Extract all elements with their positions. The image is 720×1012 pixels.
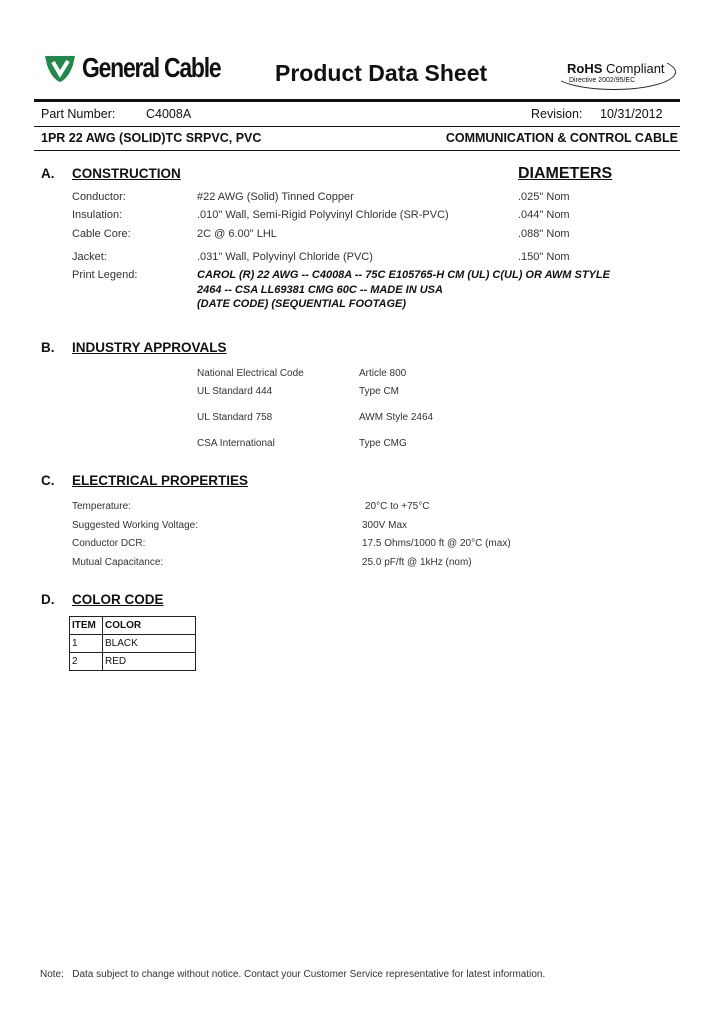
section-b-letter: B. [41, 340, 55, 355]
product-description: 1PR 22 AWG (SOLID)TC SRPVC, PVC [41, 131, 262, 145]
approval-value: Type CMG [359, 438, 407, 449]
page-title: Product Data Sheet [275, 60, 488, 86]
electrical-value: 17.5 Ohms/1000 ft @ 20°C (max) [362, 538, 511, 549]
product-category: COMMUNICATION & CONTROL CABLE [445, 131, 678, 145]
color-code-heading: COLOR CODE [72, 592, 164, 607]
electrical-value: 300V Max [362, 520, 408, 531]
row-label: Cable Core: [72, 228, 131, 240]
header-item: ITEM [70, 617, 103, 635]
electrical-label: Temperature: [72, 501, 131, 512]
electrical-label: Mutual Capacitance: [72, 557, 164, 568]
electrical-heading: ELECTRICAL PROPERTIES [72, 473, 249, 488]
brand-name: General Cable [82, 52, 221, 83]
print-legend-line: (DATE CODE) (SEQUENTIAL FOOTAGE) [197, 298, 406, 310]
revision-value: 10/31/2012 [600, 107, 663, 121]
item-cell: 1 [70, 635, 103, 653]
diameters-heading: DIAMETERS [518, 165, 613, 182]
row-diameter: .088" Nom [518, 228, 570, 240]
table-row [70, 635, 196, 653]
row-value: 2C @ 6.00" LHL [197, 228, 277, 240]
rohs-bold: RoHS [567, 61, 603, 76]
general-cable-logo [44, 52, 251, 84]
color-code-table [69, 616, 196, 671]
row-diameter: .025" Nom [518, 191, 570, 203]
approval-label: National Electrical Code [197, 368, 304, 379]
row-value: .031" Wall, Polyvinyl Chloride (PVC) [197, 251, 373, 263]
construction-heading: CONSTRUCTION [72, 166, 181, 181]
row-label: Jacket: [72, 251, 107, 263]
electrical-value: 25.0 pF/ft @ 1kHz (nom) [362, 557, 472, 568]
part-number-value: C4008A [146, 107, 192, 121]
color-cell: RED [103, 653, 196, 671]
table-header-row [70, 617, 196, 635]
print-legend-line: 2464 -- CSA LL69381 CMG 60C -- MADE IN USA [197, 284, 443, 296]
rohs-badge [552, 54, 676, 90]
row-value: .010" Wall, Semi-Rigid Polyvinyl Chloride (SR-PVC) [197, 209, 449, 221]
rohs-text: Compliant [606, 61, 665, 76]
section-d-letter: D. [41, 592, 55, 607]
print-legend-line: CAROL (R) 22 AWG -- C4008A -- 75C E105765-H CM (UL) C(UL) OR AWM STYLE [197, 269, 610, 281]
header-color: COLOR [103, 617, 196, 635]
electrical-label: Suggested Working Voltage: [72, 520, 199, 531]
table-row [70, 653, 196, 671]
shield-logo-icon [44, 53, 76, 83]
row-label: Conductor: [72, 191, 126, 203]
row-label: Insulation: [72, 209, 123, 221]
print-legend-label: Print Legend: [72, 269, 138, 281]
section-c-letter: C. [41, 473, 55, 488]
approval-label: UL Standard 444 [197, 386, 273, 397]
approvals-heading: INDUSTRY APPROVALS [72, 340, 227, 355]
section-a-letter: A. [41, 166, 55, 181]
revision-label: Revision: [531, 107, 583, 121]
approval-label: CSA International [197, 438, 275, 449]
row-value: #22 AWG (Solid) Tinned Copper [197, 191, 354, 203]
approval-label: UL Standard 758 [197, 412, 273, 423]
approval-value: Type CM [359, 386, 400, 397]
electrical-label: Conductor DCR: [72, 538, 146, 549]
rohs-directive: Directive 2002/95/EC [569, 77, 636, 84]
part-number-label: Part Number: [41, 107, 116, 121]
item-cell: 2 [70, 653, 103, 671]
color-cell: BLACK [103, 635, 196, 653]
approval-value: AWM Style 2464 [359, 412, 434, 423]
electrical-value: 20°C to +75°C [365, 501, 430, 512]
divider [34, 150, 680, 151]
divider [34, 99, 680, 102]
row-diameter: .150" Nom [518, 251, 570, 263]
approval-value: Article 800 [359, 368, 407, 379]
divider [34, 126, 680, 127]
footer-note: Note: Data subject to change without notice. Contact your Customer Service representative for latest information. [40, 969, 546, 980]
row-diameter: .044" Nom [518, 209, 570, 221]
